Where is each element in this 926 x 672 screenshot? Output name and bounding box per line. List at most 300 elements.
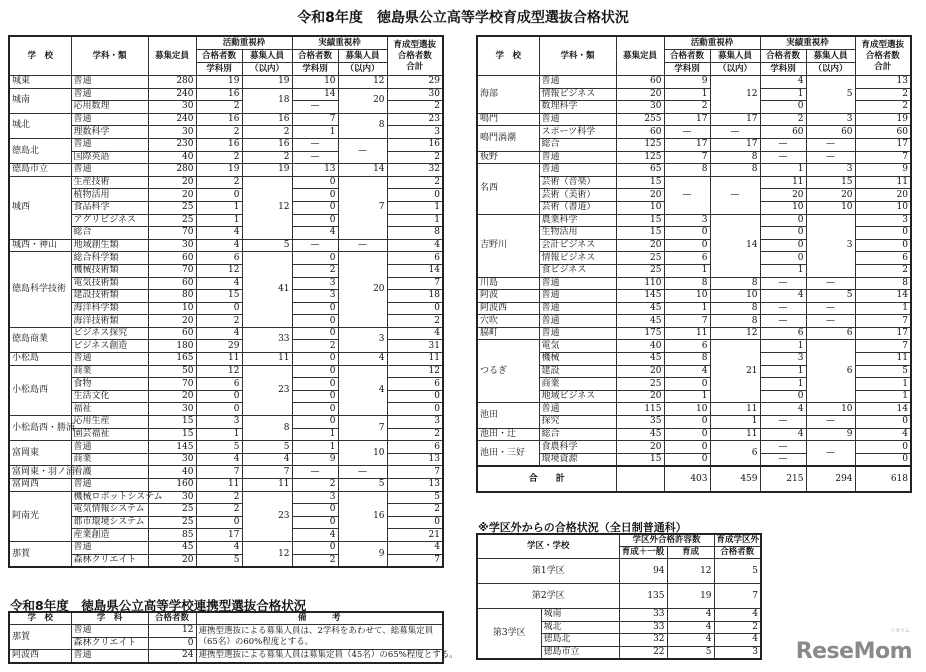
activity-pass-count: 16 — [196, 113, 242, 126]
subject-name: 数理科学 — [539, 101, 616, 114]
header-achievement: 実績重視枠 — [760, 36, 855, 50]
renkei-section-title: 令和8年度 徳島県公立高等学校連携型選抜合格状況 — [10, 598, 307, 613]
header-achievement-recruit: 募集人員 — [338, 50, 387, 63]
school-name: 阿波西 — [477, 302, 539, 315]
table-row — [9, 466, 443, 479]
school-name: 那賀 — [9, 625, 71, 650]
header-activity: 活動重視枠 — [664, 36, 760, 50]
table-row — [9, 252, 443, 265]
subject-name: 食ビジネス — [539, 264, 616, 277]
subject-name: 園芸福祉 — [71, 428, 148, 441]
subject-name: 普通 — [539, 327, 616, 340]
total-pass-count: 20 — [855, 189, 911, 202]
achievement-pass-count: 10 — [292, 76, 338, 89]
activity-quota: — — [710, 126, 760, 139]
capacity: 15 — [616, 176, 664, 189]
capacity: 15 — [616, 214, 664, 227]
achievement-pass-count: 2 — [760, 113, 806, 126]
subject-name: 海洋技術類 — [71, 315, 148, 328]
table-row — [477, 315, 911, 328]
capacity: 70 — [148, 227, 196, 240]
activity-pass-count: 1 — [664, 302, 710, 315]
achievement-pass-count: 4 — [760, 76, 806, 89]
school-name: 鳴門渦潮 — [477, 126, 539, 151]
total-pass-count: 6 — [855, 252, 911, 265]
subject-name: 機械ロボットシステム — [71, 491, 148, 504]
resemom-logo: ReseMom — [795, 639, 912, 664]
total-pass-count: 2 — [387, 151, 443, 164]
achievement-pass-count: 3 — [292, 277, 338, 290]
capacity: 25 — [148, 516, 196, 529]
subject-name: 食物 — [71, 378, 148, 391]
achievement-pass-count: 14 — [292, 88, 338, 101]
total-pass-count: 2 — [387, 504, 443, 517]
header-achievement-pass: 合格者数 — [292, 50, 338, 63]
subject-name: 普通 — [71, 353, 148, 366]
capacity: 30 — [148, 101, 196, 114]
total-pass-count: 0 — [855, 227, 911, 240]
total-pass-count: 4 — [387, 239, 443, 252]
total-pass-count: 2 — [855, 264, 911, 277]
achievement-pass-count: — — [292, 138, 338, 151]
capacity: 45 — [148, 541, 196, 554]
district-name: 第2学区 — [477, 584, 619, 609]
activity-pass-count: 19 — [196, 164, 242, 177]
activity-quota: 2 — [242, 126, 292, 139]
achievement-pass-count: 2 — [292, 554, 338, 567]
header-achievement-pass: 合格者数 — [760, 50, 806, 63]
achievement-quota: — — [806, 277, 855, 290]
capacity: 85 — [148, 529, 196, 542]
activity-pass-count: 8 — [664, 164, 710, 177]
subject-name: アグリビジネス — [71, 214, 148, 227]
total-pass-count: 13 — [387, 479, 443, 492]
subject-name: 地域ビジネス — [539, 390, 616, 403]
total-pass-count: 13 — [387, 453, 443, 466]
table-row — [477, 164, 911, 177]
capacity: 35 — [616, 416, 664, 429]
header-achievement-by-subject: 学科別 — [292, 63, 338, 76]
activity-quota: 12 — [242, 176, 292, 239]
capacity: 60 — [616, 76, 664, 89]
achievement-quota: 3 — [806, 214, 855, 277]
subject-name: 森林クリエイト — [71, 554, 148, 567]
capacity: 145 — [616, 290, 664, 303]
capacity: 80 — [148, 290, 196, 303]
note: 連携型選抜による募集人員は募集定員（45名）の65%程度とする。 — [196, 650, 443, 663]
subject-name: 普通 — [71, 541, 148, 554]
value: 32 — [619, 634, 667, 647]
table-row — [477, 151, 911, 164]
header-subject: 学科・類 — [539, 36, 616, 76]
subject-name: 森林クリエイト — [71, 637, 148, 650]
school-name: 富岡東 — [9, 441, 71, 466]
school-name: 阿波 — [477, 290, 539, 303]
activity-pass-count: 11 — [196, 353, 242, 366]
school-name: 海部 — [477, 76, 539, 114]
value: 22 — [619, 646, 667, 659]
activity-pass-count: 29 — [196, 340, 242, 353]
activity-quota: 12 — [710, 327, 760, 340]
total-value: 294 — [806, 466, 855, 492]
subject-name: 普通 — [71, 441, 148, 454]
capacity: 15 — [148, 416, 196, 429]
achievement-quota: 3 — [338, 327, 387, 352]
capacity: 25 — [616, 264, 664, 277]
activity-pass-count: 0 — [664, 239, 710, 252]
passed-count: 24 — [148, 650, 196, 663]
achievement-pass-count: 0 — [292, 516, 338, 529]
total-pass-count: 2 — [387, 176, 443, 189]
table-row — [477, 441, 911, 454]
total-pass-count: 0 — [855, 441, 911, 454]
total-pass-count: 1 — [855, 302, 911, 315]
table-row — [9, 625, 443, 638]
activity-pass-count: 16 — [196, 138, 242, 151]
table-row — [477, 113, 911, 126]
table-row — [477, 126, 911, 139]
achievement-pass-count: 1 — [760, 365, 806, 378]
subject-name: 総合科学類 — [71, 252, 148, 265]
activity-pass-count: 12 — [196, 365, 242, 378]
capacity: 30 — [148, 239, 196, 252]
capacity: 25 — [616, 378, 664, 391]
total-pass-count: 4 — [387, 541, 443, 554]
school-name: 脇町 — [477, 327, 539, 340]
value: 3 — [714, 646, 761, 659]
achievement-quota: 9 — [806, 428, 855, 441]
activity-pass-count: 5 — [196, 441, 242, 454]
total-pass-count: 0 — [387, 403, 443, 416]
ikusei-results-table-left — [8, 35, 444, 568]
activity-pass-count: 0 — [196, 302, 242, 315]
achievement-pass-count: — — [760, 315, 806, 328]
activity-pass-count: 19 — [196, 76, 242, 89]
subject-name: 普通 — [71, 479, 148, 492]
total-pass-count: 8 — [387, 227, 443, 240]
achievement-quota: — — [338, 466, 387, 479]
subject-name: 芸術（美術） — [539, 189, 616, 202]
table-row — [9, 541, 443, 554]
achievement-pass-count: 0 — [292, 504, 338, 517]
capacity: 45 — [616, 315, 664, 328]
achievement-pass-count: 9 — [292, 453, 338, 466]
header-outside-l2: 合格者数 — [714, 547, 761, 559]
achievement-pass-count: — — [760, 302, 806, 315]
total-pass-count: 23 — [387, 113, 443, 126]
capacity: 15 — [148, 428, 196, 441]
subject-name: 農業科学 — [539, 214, 616, 227]
subject-name: 国際英語 — [71, 151, 148, 164]
table-row — [477, 416, 911, 429]
activity-pass-count: — — [664, 176, 710, 214]
achievement-pass-count: 1 — [760, 88, 806, 101]
achievement-quota: — — [338, 138, 387, 163]
activity-quota: 7 — [242, 466, 292, 479]
table-row — [9, 164, 443, 177]
activity-quota: 1 — [710, 416, 760, 429]
capacity: 20 — [616, 88, 664, 101]
total-pass-count: 60 — [855, 126, 911, 139]
capacity: 240 — [148, 88, 196, 101]
achievement-pass-count: 2 — [292, 264, 338, 277]
achievement-quota: 16 — [338, 491, 387, 541]
activity-pass-count: 3 — [196, 416, 242, 429]
capacity: 20 — [148, 315, 196, 328]
achievement-pass-count: 0 — [292, 214, 338, 227]
achievement-quota: 10 — [806, 403, 855, 416]
capacity: 50 — [148, 365, 196, 378]
activity-pass-count: 2 — [196, 315, 242, 328]
capacity: 20 — [148, 176, 196, 189]
capacity: 115 — [616, 403, 664, 416]
total-pass-count: 7 — [387, 466, 443, 479]
subject-name: 電気 — [539, 340, 616, 353]
gakku-section-title: ※学区外からの合格状況（全日制普通科） — [478, 521, 687, 534]
subject-name: 建設技術類 — [71, 290, 148, 303]
achievement-quota: 7 — [338, 416, 387, 441]
activity-quota: 21 — [710, 340, 760, 403]
achievement-quota: — — [806, 302, 855, 315]
activity-quota: 8 — [710, 151, 760, 164]
school-name: 城北 — [9, 113, 71, 138]
table-row — [477, 327, 911, 340]
achievement-pass-count: 4 — [292, 227, 338, 240]
subject-name: 普通 — [539, 290, 616, 303]
subject-name: 情報ビジネス — [539, 252, 616, 265]
subject-name: 植物活用 — [71, 189, 148, 202]
header-note: 備 考 — [196, 612, 443, 625]
value: 135 — [619, 584, 667, 609]
activity-quota: 10 — [710, 290, 760, 303]
achievement-pass-count: 0 — [760, 214, 806, 227]
total-pass-count: 10 — [855, 201, 911, 214]
header-total-line: 合計 — [874, 61, 892, 72]
header-activity-by-subject: 学科別 — [664, 63, 710, 76]
total-pass-count: 2 — [855, 101, 911, 114]
achievement-quota: 3 — [806, 113, 855, 126]
district-name: 第3学区 — [477, 609, 541, 660]
total-pass-count: 11 — [855, 176, 911, 189]
school-name: 城西・神山 — [9, 239, 71, 252]
value: 2 — [714, 621, 761, 634]
capacity: 20 — [616, 390, 664, 403]
total-value: 215 — [760, 466, 806, 492]
subject-name: 普通 — [539, 151, 616, 164]
subject-name: 建設 — [539, 365, 616, 378]
table-row — [477, 214, 911, 227]
header-district-school: 学区・学校 — [477, 534, 619, 559]
school-name: 城南 — [541, 609, 619, 622]
subject-name: 普通 — [71, 164, 148, 177]
total-pass-count: 4 — [387, 327, 443, 340]
achievement-quota: 5 — [806, 290, 855, 303]
header-total — [855, 36, 911, 76]
subject-name: 電気技術類 — [71, 277, 148, 290]
activity-pass-count: — — [664, 126, 710, 139]
total-pass-count: 1 — [387, 201, 443, 214]
activity-pass-count: 5 — [196, 554, 242, 567]
activity-quota: 23 — [242, 365, 292, 415]
activity-quota: 16 — [242, 113, 292, 126]
subject-name: 理数科学 — [71, 126, 148, 139]
logo-kana: リセマム — [890, 628, 910, 634]
activity-quota: 11 — [710, 403, 760, 416]
total-pass-count: 6 — [387, 252, 443, 265]
table-row — [477, 428, 911, 441]
activity-pass-count: 2 — [196, 504, 242, 517]
capacity: 20 — [616, 189, 664, 202]
capacity: 255 — [616, 113, 664, 126]
total-pass-count: 1 — [855, 378, 911, 391]
achievement-pass-count: 2 — [292, 340, 338, 353]
subject-name: 福祉 — [71, 403, 148, 416]
school-name: 小松島西・勝浦 — [9, 416, 71, 441]
school-name: 徳島科学技術 — [9, 252, 71, 328]
subject-name: 環境資源 — [539, 453, 616, 466]
achievement-pass-count: 0 — [292, 176, 338, 189]
activity-pass-count: 15 — [196, 290, 242, 303]
total-pass-count: 0 — [387, 516, 443, 529]
activity-pass-count: 2 — [196, 176, 242, 189]
capacity: 25 — [148, 201, 196, 214]
capacity: 125 — [616, 138, 664, 151]
district-name: 第1学区 — [477, 559, 619, 584]
subject-name: 機械技術類 — [71, 264, 148, 277]
header-total — [387, 36, 443, 76]
header-activity-pass: 合格者数 — [664, 50, 710, 63]
activity-quota: 33 — [242, 327, 292, 352]
total-pass-count: 7 — [387, 554, 443, 567]
total-pass-count: 7 — [855, 315, 911, 328]
total-pass-count: 3 — [387, 416, 443, 429]
achievement-quota: 5 — [338, 479, 387, 492]
total-pass-count: 21 — [387, 529, 443, 542]
subject-name: 普通 — [539, 164, 616, 177]
table-row — [9, 491, 443, 504]
activity-pass-count: 0 — [664, 227, 710, 240]
capacity: 280 — [148, 164, 196, 177]
table-row — [9, 138, 443, 151]
activity-pass-count: 10 — [664, 403, 710, 416]
header-capacity: 募集定員 — [616, 36, 664, 76]
total-pass-count: 0 — [855, 453, 911, 466]
renkei-results-table — [8, 611, 458, 664]
achievement-pass-count: 7 — [292, 113, 338, 126]
header-activity-recruit: 募集人員 — [710, 50, 760, 63]
activity-pass-count: 8 — [664, 353, 710, 366]
capacity: 25 — [148, 504, 196, 517]
subject-name: 情報ビジネス — [539, 88, 616, 101]
school-name: 阿波西 — [9, 650, 71, 663]
total-pass-count: 5 — [855, 365, 911, 378]
total-pass-count: 13 — [855, 76, 911, 89]
header-achievement-by-subject: 学科別 — [760, 63, 806, 76]
capacity: 25 — [148, 214, 196, 227]
capacity: 30 — [148, 126, 196, 139]
capacity: 20 — [148, 189, 196, 202]
value: 4 — [714, 609, 761, 622]
subject-name: 地域創生類 — [71, 239, 148, 252]
subject-name: 食農科学 — [539, 441, 616, 454]
achievement-pass-count: — — [292, 101, 338, 114]
total-pass-count: 18 — [387, 290, 443, 303]
table-row — [477, 584, 761, 609]
achievement-quota: 60 — [806, 126, 855, 139]
subject-name: 電気情報システム — [71, 504, 148, 517]
achievement-quota: 4 — [338, 365, 387, 415]
subject-name: 都市環境システム — [71, 516, 148, 529]
header-school: 学 校 — [477, 36, 539, 76]
header-subject: 学科・類 — [71, 36, 148, 76]
achievement-quota: 5 — [806, 76, 855, 114]
activity-pass-count: 16 — [196, 88, 242, 101]
activity-pass-count: 0 — [196, 189, 242, 202]
subject-name: 芸術（書道） — [539, 201, 616, 214]
subject-name: ビジネス探究 — [71, 327, 148, 340]
activity-pass-count: 7 — [196, 466, 242, 479]
header-total-line: 合格者数 — [865, 50, 900, 61]
capacity: 20 — [148, 390, 196, 403]
subject-name: 芸術（音楽） — [539, 176, 616, 189]
achievement-quota: 12 — [338, 76, 387, 89]
header-school: 学 校 — [9, 36, 71, 76]
subject-name: 商業 — [71, 453, 148, 466]
total-pass-count: 2 — [387, 101, 443, 114]
subject-name: 産業創造 — [71, 529, 148, 542]
achievement-quota: — — [806, 138, 855, 151]
header-total-line: 合格者数 — [397, 50, 432, 61]
header-activity-within: （以内） — [242, 63, 292, 76]
achievement-pass-count: 1 — [760, 378, 806, 391]
total-pass-count: 7 — [387, 277, 443, 290]
total-pass-count: 2 — [387, 315, 443, 328]
table-row — [477, 559, 761, 584]
header-achievement-within: （以内） — [806, 63, 855, 76]
subject-name: 普通 — [539, 403, 616, 416]
activity-pass-count: 6 — [196, 378, 242, 391]
value: 4 — [667, 621, 714, 634]
value: 7 — [714, 584, 761, 609]
achievement-quota: 10 — [806, 201, 855, 214]
activity-quota: — — [710, 176, 760, 214]
activity-pass-count: 12 — [196, 264, 242, 277]
header-allowed: 学区外合格許容数 — [619, 534, 714, 547]
capacity: 25 — [616, 252, 664, 265]
capacity: 20 — [616, 365, 664, 378]
total-pass-count: 11 — [855, 353, 911, 366]
value: 19 — [667, 584, 714, 609]
subject-name: 総合 — [71, 227, 148, 240]
achievement-pass-count: 3 — [760, 353, 806, 366]
header-activity-recruit: 募集人員 — [242, 50, 292, 63]
total-pass-count: 2 — [855, 88, 911, 101]
school-name: 名西 — [477, 164, 539, 214]
school-name: 徳島北 — [9, 138, 71, 163]
achievement-pass-count: 20 — [760, 189, 806, 202]
capacity: 45 — [616, 428, 664, 441]
achievement-quota: 20 — [806, 189, 855, 202]
school-name: 徳島北 — [541, 634, 619, 647]
achievement-quota: — — [806, 151, 855, 164]
achievement-quota: 20 — [338, 88, 387, 113]
header-total-line: 育成型選抜 — [861, 39, 905, 50]
total-value: 618 — [855, 466, 911, 492]
achievement-quota: 7 — [338, 176, 387, 239]
note: 連携型選抜による募集人員は、2学科をあわせて、総募集定員（65名）の60%程度とする。 — [196, 625, 443, 650]
subject-name: 普通 — [71, 88, 148, 101]
subject-name: 普通 — [539, 76, 616, 89]
